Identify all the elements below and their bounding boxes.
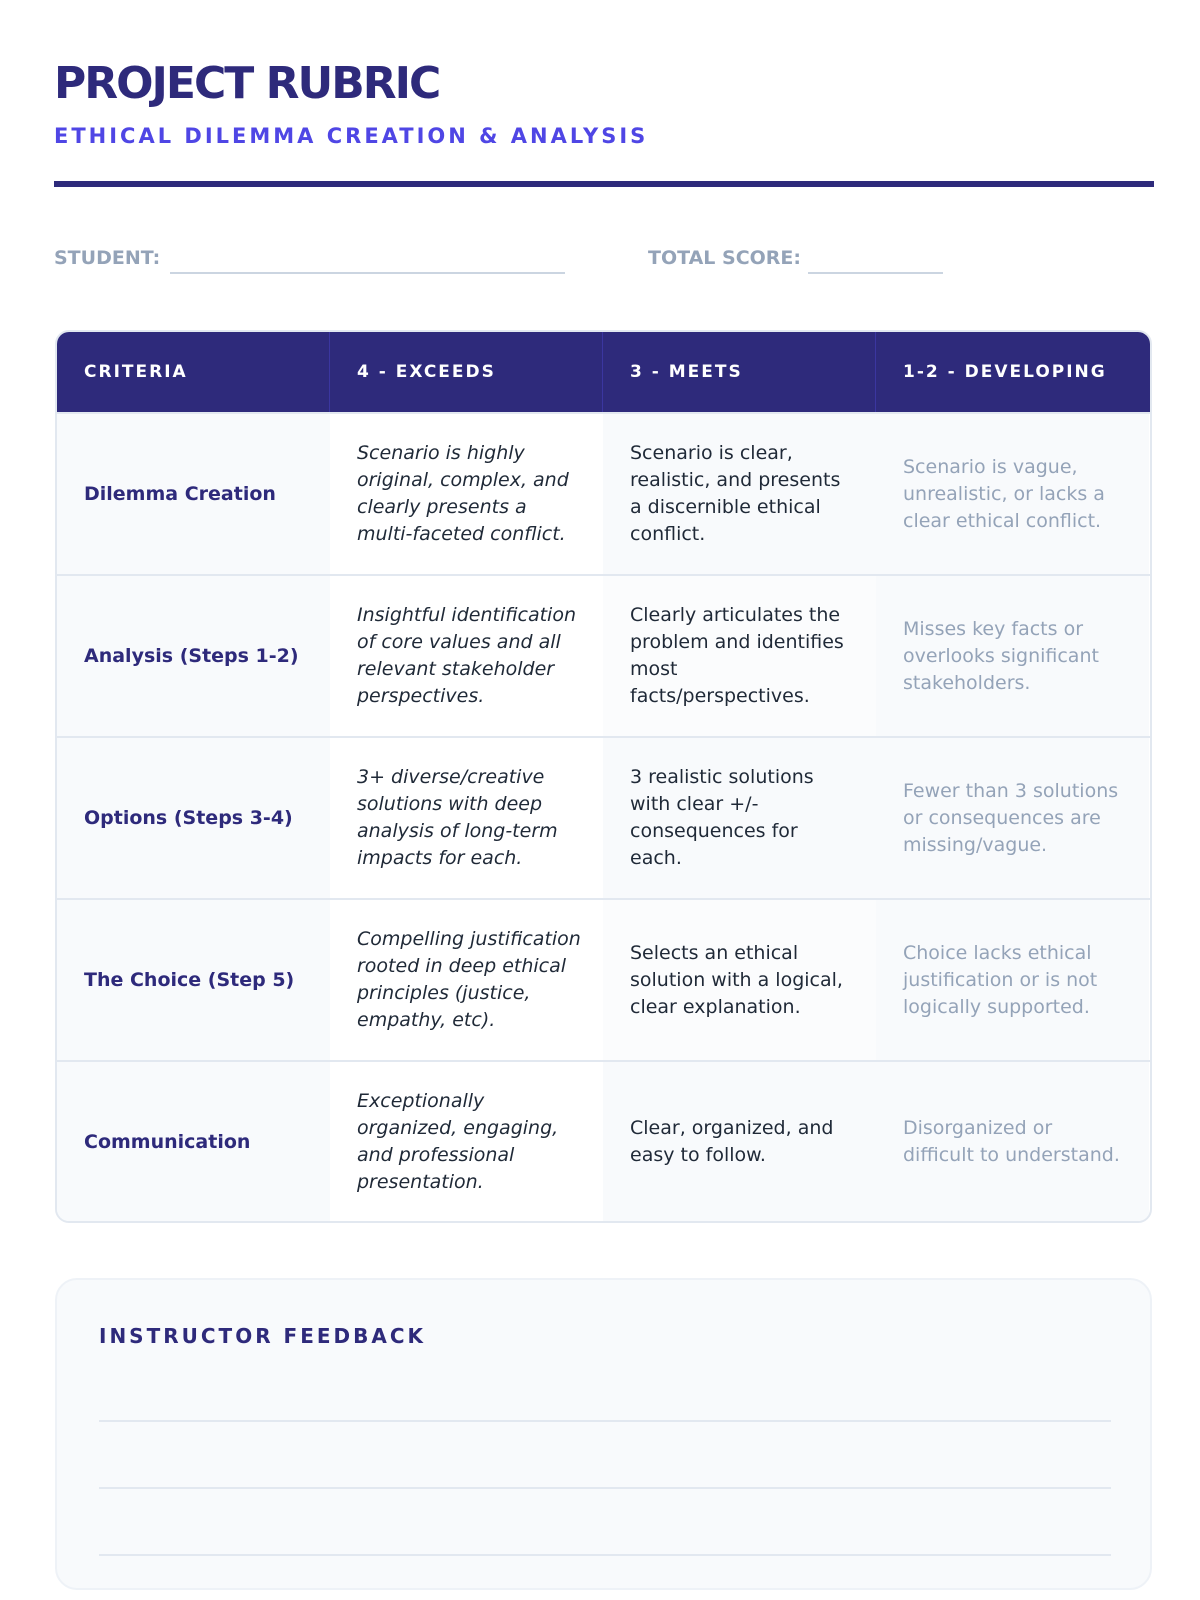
student-label: STUDENT: (54, 247, 161, 269)
table-row (57, 574, 1150, 736)
rubric-table (55, 330, 1152, 1223)
criteria-cell: The Choice (Step 5) (57, 900, 330, 1060)
exceeds-cell: 3+ diverse/creative solutions with deep analysis of long-term impacts for each. (330, 738, 603, 898)
exceeds-cell: Scenario is highly original, complex, and clearly presents a multi-faceted conflict. (330, 414, 603, 574)
instructor-feedback-box (55, 1278, 1152, 1590)
criteria-cell: Analysis (Steps 1-2) (57, 576, 330, 736)
developing-cell: Misses key facts or overlooks significant stakeholders. (876, 576, 1149, 736)
table-row (57, 412, 1150, 574)
feedback-line[interactable] (99, 1554, 1111, 1556)
header-divider (54, 181, 1154, 187)
meets-cell: Selects an ethical solution with a logical, clear explanation. (603, 900, 876, 1060)
feedback-line[interactable] (99, 1420, 1111, 1422)
total-score-label: TOTAL SCORE: (648, 247, 802, 269)
meets-cell: Clear, organized, and easy to follow. (603, 1062, 876, 1222)
student-field[interactable] (170, 272, 565, 274)
exceeds-cell: Exceptionally organized, engaging, and professional presentation. (330, 1062, 603, 1222)
header-meets: 3 - MEETS (603, 332, 876, 412)
developing-cell: Fewer than 3 solutions or consequences are missing/vague. (876, 738, 1149, 898)
exceeds-cell: Compelling justification rooted in deep ethical principles (justice, empathy, etc). (330, 900, 603, 1060)
header-criteria: CRITERIA (57, 332, 330, 412)
meets-cell: Clearly articulates the problem and identifies most facts/perspectives. (603, 576, 876, 736)
developing-cell: Scenario is vague, unrealistic, or lacks a clear ethical conflict. (876, 414, 1149, 574)
rubric-header-row (57, 332, 1150, 412)
header-developing: 1-2 - DEVELOPING (903, 362, 1107, 382)
criteria-cell: Dilemma Creation (57, 414, 330, 574)
developing-cell: Disorganized or difficult to understand. (876, 1062, 1149, 1222)
table-row (57, 898, 1150, 1060)
feedback-title: INSTRUCTOR FEEDBACK (99, 1324, 427, 1348)
table-row (57, 736, 1150, 898)
meets-cell: Scenario is clear, realistic, and presents a discernible ethical conflict. (603, 414, 876, 574)
meets-cell: 3 realistic solutions with clear +/- consequences for each. (603, 738, 876, 898)
page-title: PROJECT RUBRIC (54, 58, 440, 109)
criteria-cell: Communication (57, 1062, 330, 1222)
total-score-field[interactable] (808, 272, 943, 274)
feedback-line[interactable] (99, 1487, 1111, 1489)
developing-cell: Choice lacks ethical justification or is not logically supported. (876, 900, 1149, 1060)
table-row (57, 1060, 1150, 1222)
exceeds-cell: Insightful identification of core values and all relevant stakeholder perspectives. (330, 576, 603, 736)
header-exceeds: 4 - EXCEEDS (330, 332, 603, 412)
criteria-cell: Options (Steps 3-4) (57, 738, 330, 898)
page-subtitle: ETHICAL DILEMMA CREATION & ANALYSIS (54, 124, 649, 148)
